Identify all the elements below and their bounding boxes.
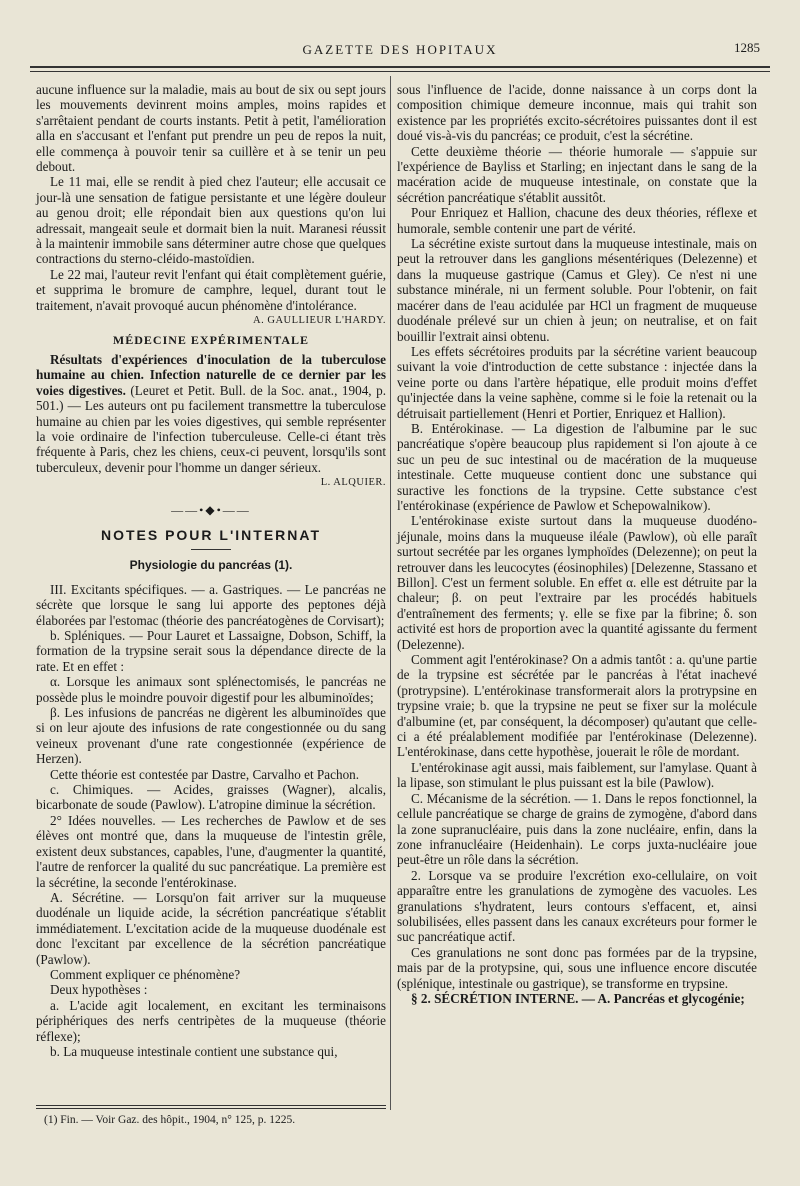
- abstract-paragraph: [36, 352, 386, 475]
- paragraph: sous l'influence de l'acide, donne naissance à un corps dont la composition chimique demeure inconnue, mais qui trahit son existence par les propriétés excito-sécrétoires puissantes dont il est doué vis-à-vis du pancréas; ce produit, c'est la sécrétine.: [397, 82, 757, 144]
- paragraph: b. Spléniques. — Pour Lauret et Lassaigne, Dobson, Schiff, la formation de la trypsine serait sous la dépendance directe de la rate. Et en effet :: [36, 628, 386, 674]
- header-rule-thin: [30, 71, 770, 72]
- paragraph: α. Lorsque les animaux sont splénectomisés, le pancréas ne possède plus le moindre pouvoir digestif pour les albuminoïdes;: [36, 674, 386, 705]
- paragraph: La sécrétine existe surtout dans la muqueuse intestinale, mais on peut la retrouver dans les ganglions mésentériques (Delezenne) et dans la muqueuse gastrique (Camus et Gley). Ce n'est ni une substance minérale, ni un ferment soluble. Pour l'obtenir, on fait macérer dans de l'eau acidulée par HCl un fragment de muqueuse duodénale prélevé sur un chien à jeun; on neutralise, et on fait bouillir l'extrait ainsi obtenu.: [397, 236, 757, 344]
- footnote-rule-thin: [36, 1108, 386, 1109]
- paragraph: a. L'acide agit localement, en excitant les terminaisons périphériques des nerfs centripètes de la muqueuse (théorie réflexe);: [36, 997, 386, 1044]
- paragraph: L'entérokinase existe surtout dans la muqueuse duodéno-jéjunale, moins dans la muqueuse iléale (Pawlow), où elle paraît surtout secrétée par les organes lymphoïdes (Delezenne); on peut la retrouver dans les leucocytes (éosinophiles) [Delezenne, Stassano et Billon]. C'est un ferment soluble. En effet α. elle est détruite par la chaleur; β. on peut l'extraire par les procédés habituels d'entraînement des ferments; γ. elle se fixe par la fibrine; δ. son activité est hors de proportion avec la quantité agissante du ferment (Delezenne).: [397, 513, 757, 652]
- paragraph: C. Mécanisme de la sécrétion. — 1. Dans le repos fonctionnel, la cellule pancréatique se charge de grains de zymogène, d'abord dans la zone supranucléaire, puis dans la zone nucléaire, enfin, dans la zone infranucléaire (Heidenhain). Le corps juxta-nucléaire joue peut-être un rôle dans la sécrétion.: [397, 790, 757, 868]
- paragraph: III. Excitants spécifiques. — a. Gastriques. — Le pancréas ne sécrète que lorsque le sang lui apporte des peptones déjà élaborées par l'estomac (théorie des pancréatogènes de Corvisart);: [36, 581, 386, 628]
- column-divider: [390, 76, 391, 1110]
- paragraph: 2° Idées nouvelles. — Les recherches de Pawlow et de ses élèves ont montré que, dans la muqueuse de l'intestin grêle, existent deux substances, capables, l'une, d'augmenter la quantité, l'autre de renforcer la qualité du suc pancréatique. La première est la sécrétine, la seconde l'entérokinase.: [36, 812, 386, 890]
- article-subheading: Physiologie du pancréas (1).: [129, 558, 293, 573]
- paragraph: Deux hypothèses :: [50, 982, 148, 998]
- footnote: (1) Fin. — Voir Gaz. des hôpit., 1904, n° 125, p. 1225.: [44, 1114, 296, 1126]
- page-header: [30, 38, 770, 68]
- notes-heading: NOTES POUR L'INTERNAT: [100, 526, 322, 543]
- paragraph: 2. Lorsque va se produire l'excrétion exo-cellulaire, on voit apparaître entre les granulations de zymogène des vacuoles. Les granulations s'hydratent, leurs contours s'effacent, et, ainsi solubilisées, elles passent dans les canaux excréteurs pour former le suc pancréatique actif.: [397, 867, 757, 945]
- paragraph: β. Les infusions de pancréas ne digèrent les albuminoïdes que si on leur ajoute des infusions de rate congestionnée ou du sang veineux provenant d'une rate congestionnée (expérience de Herzen).: [36, 705, 386, 767]
- paragraph: Les effets sécrétoires produits par la sécrétine varient beaucoup suivant la voie d'introduction de cette substance : injectée dans la veine porte ou dans l'artère hépatique, elle produit moins d'effet qu'injectée dans la veine saphène, comme si le foie la retenait ou la détruisait partiellement (Henri et Portier, Enriquez et Hallion).: [397, 343, 757, 421]
- paragraph: Comment expliquer ce phénomène?: [50, 966, 241, 982]
- left-column: [36, 82, 386, 1059]
- paragraph: Cette théorie est contestée par Dastre, Carvalho et Pachon.: [50, 766, 360, 782]
- paragraph: c. Chimiques. — Acides, graisses (Wagner), alcalis, bicarbonate de soude (Pawlow). L'atropine diminue la sécrétion.: [36, 782, 386, 813]
- short-rule: [191, 549, 231, 550]
- paragraph: L'entérokinase agit aussi, mais faiblement, sur l'amylase. Quant à la lipase, son stimulant le plus puissant est la bile (Pawlow).: [397, 759, 757, 791]
- paragraph: Cette deuxième théorie — théorie humorale — s'appuie sur l'expérience de Bayliss et Starling; en injectant dans le sang de la macération acide de muqueuse intestinale, on constate que la sécrétion pancréatique s'établit aussitôt.: [397, 143, 757, 205]
- paragraph: Pour Enriquez et Hallion, chacune des deux théories, réflexe et humorale, semble contenir une part de vérité.: [397, 205, 757, 236]
- abstract-title: Résultats d'expériences d'inoculation de la tuberculose humaine au chien. Infection naturelle de ce dernier par les voies digestives.: [36, 351, 386, 398]
- paragraph: Comment agit l'entérokinase? On a admis tantôt : a. qu'une partie de la trypsine est sécrétée par le pancréas à l'état inachevé (protrypsine). L'entérokinase transformerait alors la protrypsine en trypsine vraie; b. que la trypsine ne peut se fixer sur la molécule d'albumine (et, par conséquent, la décomposer) qu'autant que celle-ci a été préalablement modifiée par l'entérokinase (Delezenne). L'entérokinase, dans cette hypothèse, jouerait le rôle de mordant.: [397, 652, 757, 760]
- right-column: [397, 82, 757, 1006]
- abstract-reference: (Leuret et Petit. Bull. de la Soc. anat., 1904, p. 501.): [36, 382, 386, 414]
- paragraph: A. Sécrétine. — Lorsqu'on fait arriver sur la muqueuse duodénale un liquide acide, la sécrétion pancréatique s'établit immédiatement. L'excitation acide de la muqueuse duodénale est donc l'excitant par excellence de la sécrétion pancréatique (Pawlow).: [36, 889, 386, 967]
- paragraph: Le 11 mai, elle se rendit à pied chez l'auteur; elle accusait ce jour-là une sensation de fatigue persistante et une légère douleur au genou droit; elle répondait bien aux questions qu'on lui adressait, mangeait seule et dormait bien la nuit. Maranesi réussit à la maintenir immobile sans déterminer autre chose que quelques contractions du sterno-cléido-mastoïdien.: [36, 174, 386, 267]
- abstract-body: — Les auteurs ont pu facilement transmettre la tuberculose humaine au chien par les voies digestives, qui semble représenter la voie ordinaire de l'infection tuberculeuse. Celle-ci étant très fréquente à Paris, chez les chiens, ceux-ci peuvent, lorsqu'ils sont tuberculeux, devenir pour l'homme un danger sérieux.: [36, 398, 387, 475]
- paragraph: b. La muqueuse intestinale contient une substance qui,: [50, 1043, 338, 1059]
- section-heading: § 2. SÉCRÉTION INTERNE. — A. Pancréas et glycogénie;: [411, 990, 745, 1006]
- running-title: GAZETTE DES HOPITAUX: [302, 42, 498, 57]
- author-signature: A. GAULLIEUR L'HARDY.: [253, 315, 386, 327]
- footnote-rule: [36, 1105, 386, 1106]
- paragraph: Ces granulations ne sont donc pas formées par de la trypsine, mais par de la protypsine, qui, sous une influence encore discutée (splénique, intestinale ou gastrique), se transforme en trypsine.: [397, 944, 757, 991]
- section-heading: MÉDECINE EXPÉRIMENTALE: [112, 332, 310, 347]
- paragraph: B. Entérokinase. — La digestion de l'albumine par le suc pancréatique s'opère beaucoup plus rapidement si l'on ajoute à ce suc un peu de suc intestinal ou de macération de la muqueuse intestinale. Cette muqueuse contient donc une substance qui suractive les fonctions de la trypsine. Cette substance c'est l'entérokinase (expérience de Pawlow et Schepowalnikow).: [397, 420, 757, 513]
- author-signature: L. ALQUIER.: [320, 477, 386, 489]
- paragraph: aucune influence sur la maladie, mais au bout de six ou sept jours les mouvements devinrent moins amples, moins rapides et s'arrêtaient pendant de courts instants. Petit à petit, l'amélioration alla en s'accusant et l'enfant put prendre un peu de repos la nuit, elle commença à pouvoir tenir sa cuillère et à se tenir un peu debout.: [36, 82, 386, 175]
- ornament-divider: ——•◆•——: [171, 502, 251, 517]
- paragraph: Le 22 mai, l'auteur revit l'enfant qui était complètement guérie, et supprima le bromure de camphre, lequel, durant tout le traitement, n'avait provoqué aucun phénomène d'intolérance.: [36, 266, 386, 313]
- page-number: 1285: [734, 40, 760, 55]
- header-rule: [30, 66, 770, 68]
